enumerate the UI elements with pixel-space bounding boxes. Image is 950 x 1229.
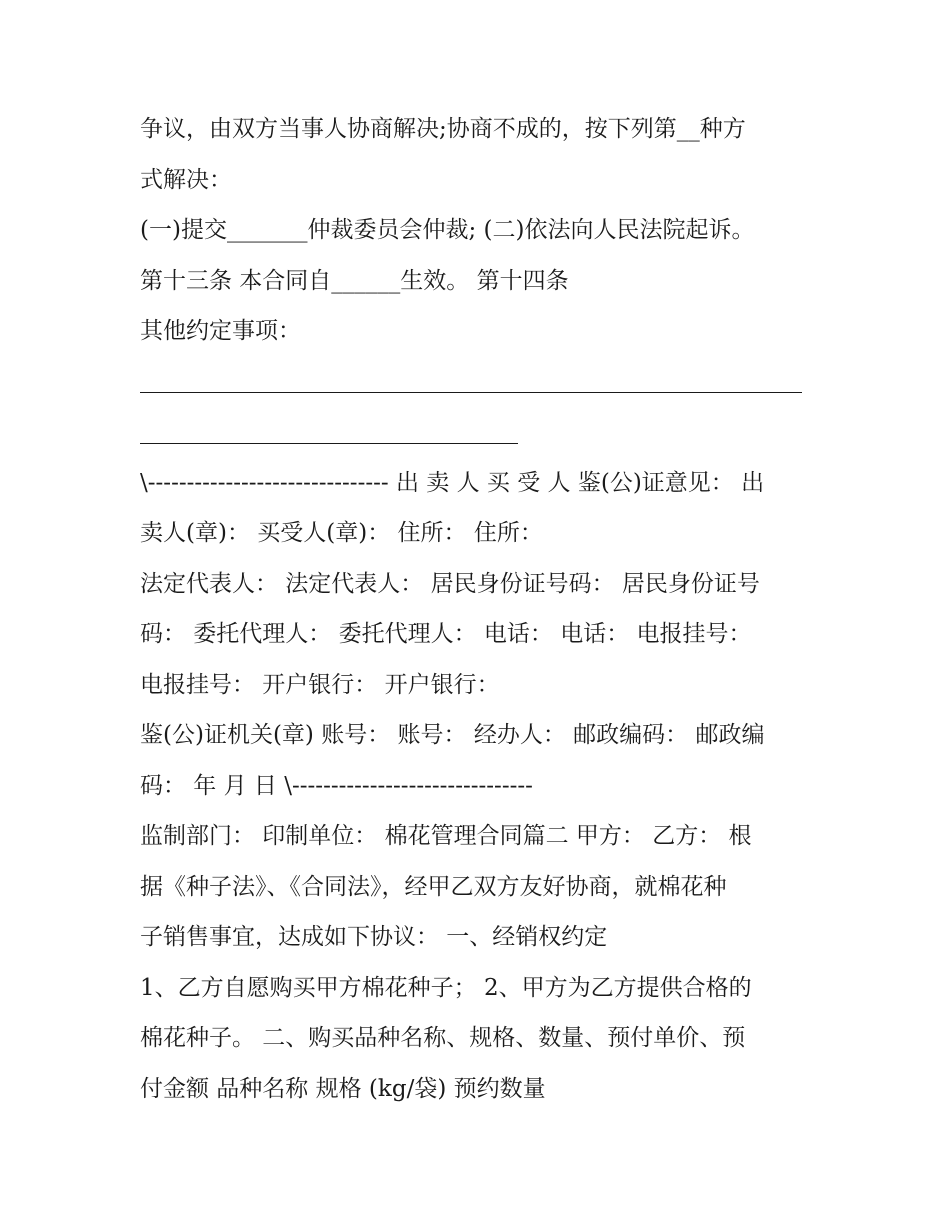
text-line-other-matters: 其他约定事项： <box>140 318 301 344</box>
text-line-agreement: 子销售事宜，达成如下协议： 一、经销权约定 <box>140 924 608 950</box>
fill-in-rule-partial <box>140 407 812 458</box>
fill-in-rule-full <box>140 357 812 408</box>
text-line-legal-rep: 法定代表人： 法定代表人： 居民身份证号码： 居民身份证号 <box>140 570 760 597</box>
text-line-section-2: 棉花种子。 二、购买品种名称、规格、数量、预付单价、预 <box>140 1025 746 1051</box>
text-line-table-header: 付金额 品种名称 规格 (kg/袋) 预约数量 <box>140 1075 546 1102</box>
text-line-notary: 鉴(公)证机关(章) 账号： 账号： 经办人： 邮政编码： 邮政编 <box>140 722 765 748</box>
text-line-date: 码： 年 月 日 \------------------------------- <box>140 772 533 799</box>
text-line-supervision: 监制部门： 印制单位： 棉花管理合同篇二 甲方： 乙方： 根 <box>140 823 752 849</box>
text-line-dispute: 争议，由双方当事人协商解决;协商不成的，按下列第__种方 <box>140 116 746 142</box>
document-body <box>140 104 812 1114</box>
text-line-signature-header: \------------------------------- 出 卖 人 买 受 人 鉴(公)证意见： 出 <box>140 469 765 496</box>
text-line-clause-1-2: 1、乙方自愿购买甲方棉花种子； 2、甲方为乙方提供合格的 <box>140 974 752 1001</box>
text-line-seed-law: 据《种子法》、《合同法》，经甲乙双方友好协商，就棉花种 <box>140 873 727 900</box>
text-line-resolution: 式解决： <box>140 166 232 193</box>
text-line-seals: 卖人(章)： 买受人(章)： 住所： 住所： <box>140 520 543 546</box>
text-line-agents: 码： 委托代理人： 委托代理人： 电话： 电话： 电报挂号： <box>140 621 752 647</box>
text-line-article-13: 第十三条 本合同自______生效。 第十四条 <box>140 267 569 294</box>
text-line-arbitration: (一)提交_______仲裁委员会仲裁; (二)依法向人民法院起诉。 <box>140 217 755 243</box>
text-line-bank: 电报挂号： 开户银行： 开户银行： <box>140 671 500 698</box>
